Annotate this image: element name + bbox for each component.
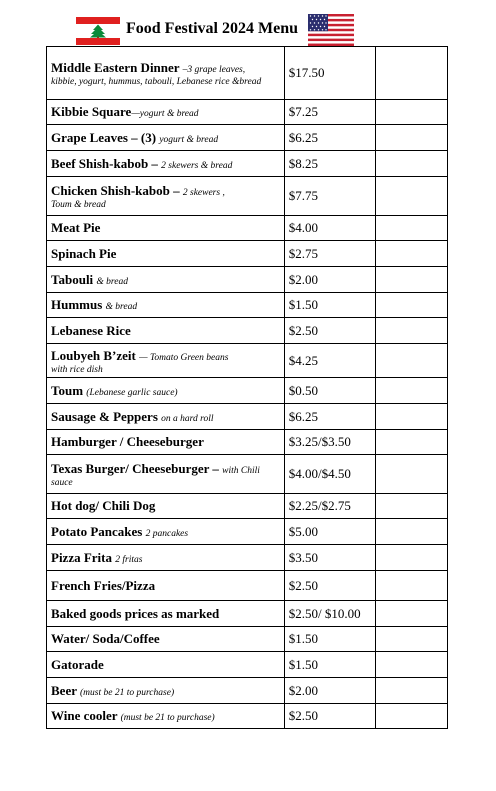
item-cell xyxy=(47,545,285,571)
blank-cell xyxy=(376,652,448,678)
blank-cell xyxy=(376,151,448,177)
item-price: $2.00 xyxy=(284,267,376,293)
menu-row-gatorade xyxy=(47,652,448,678)
menu-table-body xyxy=(47,47,448,729)
item-description: 2 pancakes xyxy=(145,528,189,539)
item-name: Hummus xyxy=(51,297,106,312)
item-price: $4.00/$4.50 xyxy=(284,455,376,494)
item-description: 2 skewers & bread xyxy=(161,160,233,171)
item-name: Gatorade xyxy=(51,656,104,672)
item-description: — Tomato Green beans xyxy=(139,352,229,363)
item-name: Baked goods prices as marked xyxy=(51,605,220,621)
blank-cell xyxy=(376,216,448,241)
blank-cell xyxy=(376,125,448,151)
item-price: $7.25 xyxy=(284,100,376,125)
item-cell xyxy=(47,404,285,430)
item-name: Chicken Shish-kabob – xyxy=(51,183,183,198)
menu-row-hummus xyxy=(47,293,448,318)
item-description: 2 skewers , xyxy=(182,188,225,198)
item-name: Tabouli xyxy=(51,271,97,287)
item-price: $1.50 xyxy=(284,652,376,678)
item-price: $2.50 xyxy=(284,318,376,344)
menu-row-potato-pancakes xyxy=(47,519,448,545)
item-name: Water/ Soda/Coffee xyxy=(51,631,160,646)
blank-cell xyxy=(376,344,448,378)
item-name: Toum xyxy=(51,382,87,398)
menu-table xyxy=(46,46,448,729)
item-price: $0.50 xyxy=(284,378,376,404)
item-description: —yogurt & bread xyxy=(131,109,199,119)
blank-cell xyxy=(376,241,448,267)
item-cell xyxy=(47,494,285,519)
item-price: $3.25/$3.50 xyxy=(284,430,376,455)
menu-row-middle-eastern-dinner xyxy=(47,47,448,100)
menu-row-hamburger xyxy=(47,430,448,455)
item-name: Lebanese Rice xyxy=(51,322,131,338)
menu-row-texas-burger xyxy=(47,455,448,494)
item-description: yogurt & bread xyxy=(159,134,219,145)
blank-cell xyxy=(376,455,448,494)
item-name: Spinach Pie xyxy=(51,245,117,261)
menu-row-loubyeh-bzeit xyxy=(47,344,448,378)
blank-cell xyxy=(376,627,448,652)
item-cell xyxy=(47,318,285,344)
item-description: 2 fritas xyxy=(115,554,143,565)
item-description: & bread xyxy=(105,302,138,312)
item-cell xyxy=(47,47,285,100)
menu-row-french-fries xyxy=(47,571,448,601)
item-price: $1.50 xyxy=(284,293,376,318)
blank-cell xyxy=(376,519,448,545)
item-name: Potato Pancakes xyxy=(51,523,146,539)
blank-cell xyxy=(376,47,448,100)
item-cell xyxy=(47,571,285,601)
menu-row-meat-pie xyxy=(47,216,448,241)
blank-cell xyxy=(376,378,448,404)
menu-row-spinach-pie xyxy=(47,241,448,267)
item-cell xyxy=(47,100,285,125)
item-cell xyxy=(47,455,285,494)
blank-cell xyxy=(376,601,448,627)
menu-row-chicken-shish-kabob xyxy=(47,177,448,216)
menu-row-toum xyxy=(47,378,448,404)
item-name: Meat Pie xyxy=(51,220,101,235)
menu-row-pizza-frita xyxy=(47,545,448,571)
item-price: $6.25 xyxy=(284,125,376,151)
item-name: Loubyeh B’zeit xyxy=(51,347,140,363)
item-description: (must be 21 to purchase) xyxy=(120,713,215,723)
item-description: on a hard roll xyxy=(161,413,214,424)
item-name: Wine cooler xyxy=(51,708,121,723)
item-price: $17.50 xyxy=(284,47,376,100)
item-price: $2.50 xyxy=(284,571,376,601)
menu-row-wine-cooler xyxy=(47,704,448,729)
page-title: Food Festival 2024 Menu xyxy=(126,20,298,37)
item-name: French Fries/Pizza xyxy=(51,577,156,593)
item-price: $2.50/ $10.00 xyxy=(284,601,376,627)
item-description: with Chili xyxy=(222,466,260,476)
item-cell xyxy=(47,267,285,293)
item-price: $8.25 xyxy=(284,151,376,177)
item-name: Pizza Frita xyxy=(51,549,116,565)
menu-row-kibbie-square xyxy=(47,100,448,125)
item-price: $5.00 xyxy=(284,519,376,545)
item-cell xyxy=(47,293,285,318)
item-name: Sausage & Peppers xyxy=(51,408,162,424)
item-name: Grape Leaves – (3) xyxy=(51,129,160,145)
blank-cell xyxy=(376,571,448,601)
menu-header xyxy=(0,0,496,46)
item-price: $4.00 xyxy=(284,216,376,241)
blank-cell xyxy=(376,293,448,318)
menu-row-lebanese-rice xyxy=(47,318,448,344)
blank-cell xyxy=(376,404,448,430)
blank-cell xyxy=(376,177,448,216)
item-description-line2: kibbie, yogurt, hummus, tabouli, Lebanese rice &bread xyxy=(51,77,262,87)
item-cell xyxy=(47,601,285,627)
item-cell xyxy=(47,430,285,455)
item-cell xyxy=(47,652,285,678)
item-name: Kibbie Square xyxy=(51,104,132,119)
item-price: $7.75 xyxy=(284,177,376,216)
item-cell xyxy=(47,519,285,545)
item-cell xyxy=(47,241,285,267)
blank-cell xyxy=(376,430,448,455)
usa-flag-icon xyxy=(308,14,354,46)
item-description: (must be 21 to purchase) xyxy=(80,687,175,698)
item-cell xyxy=(47,151,285,177)
item-cell xyxy=(47,125,285,151)
blank-cell xyxy=(376,704,448,729)
item-cell xyxy=(47,378,285,404)
menu-row-beef-shish-kabob xyxy=(47,151,448,177)
item-cell xyxy=(47,177,285,216)
item-name: Hamburger / Cheeseburger xyxy=(51,434,204,449)
menu-row-sausage-peppers xyxy=(47,404,448,430)
item-price: $2.50 xyxy=(284,704,376,729)
item-name: Hot dog/ Chili Dog xyxy=(51,498,156,513)
item-name: Texas Burger/ Cheeseburger – xyxy=(51,461,223,476)
item-cell xyxy=(47,344,285,378)
item-description-line2: with rice dish xyxy=(51,364,103,375)
item-price: $3.50 xyxy=(284,545,376,571)
item-description: & bread xyxy=(96,276,128,287)
blank-cell xyxy=(376,100,448,125)
item-price: $6.25 xyxy=(284,404,376,430)
item-cell xyxy=(47,216,285,241)
blank-cell xyxy=(376,267,448,293)
item-name: Beer xyxy=(51,682,80,698)
item-cell xyxy=(47,627,285,652)
menu-row-grape-leaves xyxy=(47,125,448,151)
item-price: $1.50 xyxy=(284,627,376,652)
lebanon-flag-icon xyxy=(76,17,120,45)
menu-row-water-soda-coffee xyxy=(47,627,448,652)
menu-row-beer xyxy=(47,678,448,704)
blank-cell xyxy=(376,545,448,571)
menu-row-tabouli xyxy=(47,267,448,293)
item-price: $4.25 xyxy=(284,344,376,378)
item-description-line2: Toum & bread xyxy=(51,200,106,210)
blank-cell xyxy=(376,494,448,519)
item-name: Middle Eastern Dinner xyxy=(51,60,183,75)
item-price: $2.75 xyxy=(284,241,376,267)
item-description-line2: sauce xyxy=(51,478,73,488)
blank-cell xyxy=(376,318,448,344)
blank-cell xyxy=(376,678,448,704)
item-cell xyxy=(47,678,285,704)
item-name: Beef Shish-kabob – xyxy=(51,155,162,171)
menu-row-baked-goods xyxy=(47,601,448,627)
item-description: –3 grape leaves, xyxy=(182,65,246,75)
item-price: $2.25/$2.75 xyxy=(284,494,376,519)
menu-row-hot-dog xyxy=(47,494,448,519)
item-cell xyxy=(47,704,285,729)
item-description: (Lebanese garlic sauce) xyxy=(86,387,178,398)
item-price: $2.00 xyxy=(284,678,376,704)
